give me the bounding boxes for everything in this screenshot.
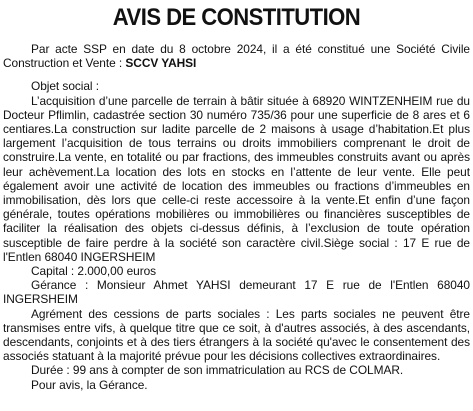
gerance-paragraph: Gérance : Monsieur Ahmet YAHSI demeurant 17 E rue de l'Entlen 68040 INGERSHEIM [3,278,470,307]
capital-paragraph: Capital : 2.000,00 euros [31,264,157,279]
duree-paragraph: Durée : 99 ans à compter de son immatriculation au RCS de COLMAR. [31,363,404,378]
objet-paragraph: L’acquisition d’une parcelle de terrain à bâtir située à 68920 WINTZENHEIM rue du Docteur Pflimlin, cadastrée section 30 numéro 735/36 pour une superficie de 8 ares et 6 centiares.La construction sur ladite parcelle de 2 maisons à usage d’habitation.Et plus largement l’acquisition de tous terrains ou droits immobiliers comprenant le droit de construire.La vente, en totalité ou par fractions, des immeubles construits avant ou après leur achèvement.La location des lots en stocks en l’attente de leur vente. Elle peut également avoir une activité de location des immeubles ou fractions d’immeubles en immobilisation, dès lors que celle-ci reste accessoire à la vente.Et enfin d’une façon générale, toutes opérations mobilières ou immobilières ou financières susceptibles de faciliter la réalisation des objets ci-dessus définis, à l’exclusion de toute opération susceptible de faire perdre à la société son caractère civil.Siège social : 17 E rue de l'Entlen 68040 INGERSHEIM [3,93,470,264]
agrement-paragraph: Agrément des cessions de parts sociales : Les parts sociales ne peuvent être transmises entre vifs, à quelque titre que ce soit, à d'autres associés, à des ascendants, descendants, conjoints et à des tiers étrangers à la société qu'avec le consentement des associés statuant à la majorité prévue pour les décisions collectives extraordinaires. [3,306,470,364]
closing-paragraph: Pour avis, la Gérance. [31,377,148,392]
objet-heading: Objet social : [31,79,100,94]
company-name: SCCV YAHSI [125,56,197,71]
notice-title: AVIS DE CONSTITUTION [112,4,361,31]
intro-paragraph [3,42,470,70]
intro-text: Par acte SSP en date du 8 octobre 2024, il a été constitué une Société Civile Construction et Vente : [3,42,470,71]
